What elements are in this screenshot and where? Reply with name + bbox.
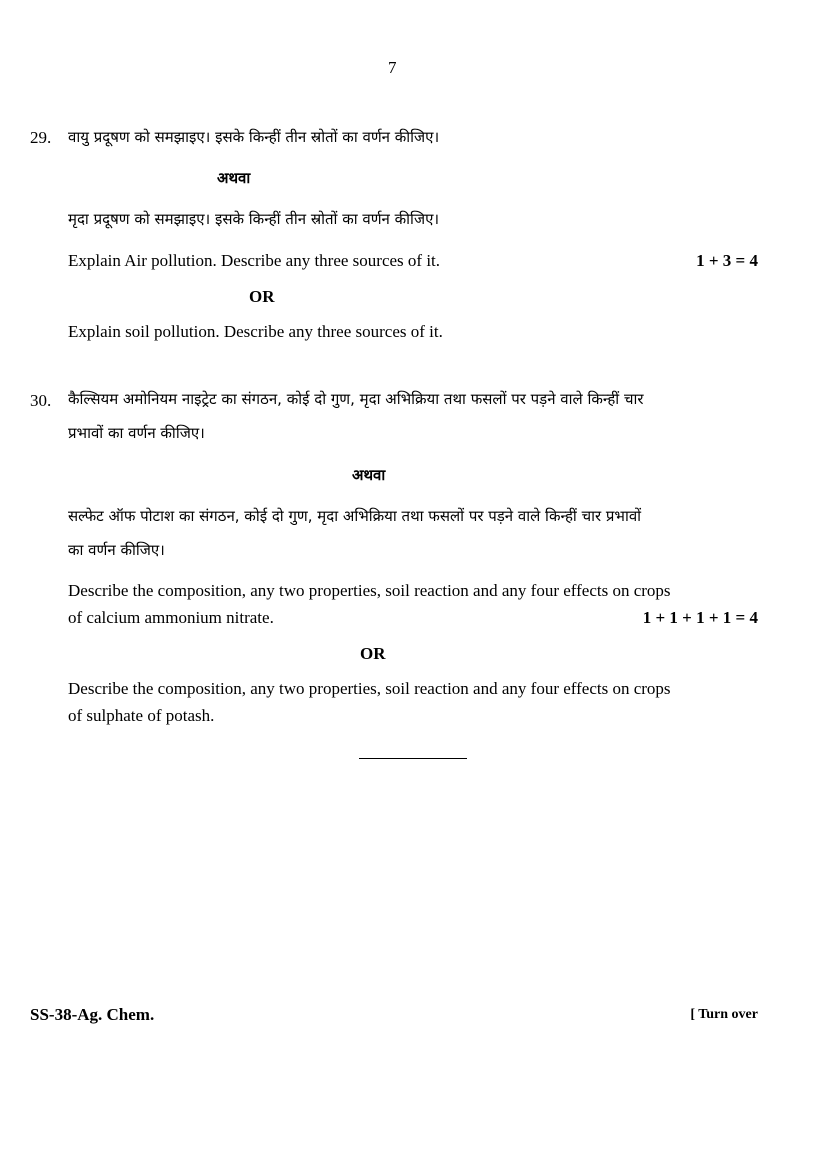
question-29-hindi-alt-text: मृदा प्रदूषण को समझाइए। इसके किन्हीं तीन स्रोतों का वर्णन कीजिए।: [68, 210, 440, 228]
turn-over-note: [ Turn over: [690, 1007, 758, 1022]
question-30-hindi-text-line2: प्रभावों का वर्णन कीजिए।: [68, 424, 205, 442]
question-30-english-text-line1: Describe the composition, any two properties, soil reaction and any four effects on crops: [68, 581, 671, 600]
question-30-hindi-or: अथवा: [352, 466, 386, 484]
question-29-number: 29.: [30, 128, 52, 147]
page-number: 7: [388, 58, 397, 77]
question-30-hindi-alt-text-line1: सल्फेट ऑफ पोटाश का संगठन, कोई दो गुण, मृदा अभिक्रिया तथा फसलों पर पड़ने वाले किन्हीं चार प्रभावों: [68, 507, 642, 525]
question-30-english-alt-text-line2: of sulphate of potash.: [68, 706, 215, 725]
end-divider: [359, 758, 467, 759]
question-29-hindi-text: वायु प्रदूषण को समझाइए। इसके किन्हीं तीन स्रोतों का वर्णन कीजिए।: [68, 128, 440, 146]
question-29-marks: 1 + 3 = 4: [696, 251, 758, 270]
paper-code: SS-38-Ag. Chem.: [30, 1005, 155, 1024]
question-30-english-text-line2: of calcium ammonium nitrate.: [68, 608, 274, 627]
question-30-english-alt-text-line1: Describe the composition, any two properties, soil reaction and any four effects on crops: [68, 679, 671, 698]
question-29-english-or: OR: [249, 287, 275, 306]
question-30-marks: 1 + 1 + 1 + 1 = 4: [642, 608, 758, 627]
question-29-english-text: Explain Air pollution. Describe any three sources of it.: [68, 251, 441, 270]
question-29-english-alt-text: Explain soil pollution. Describe any three sources of it.: [68, 322, 443, 341]
question-29-hindi-or: अथवा: [217, 169, 251, 187]
question-30-number: 30.: [30, 391, 52, 410]
question-30-hindi-text-line1: कैल्सियम अमोनियम नाइट्रेट का संगठन, कोई दो गुण, मृदा अभिक्रिया तथा फसलों पर पड़ने वाले किन्हीं चार: [68, 390, 644, 408]
question-30-hindi-alt-text-line2: का वर्णन कीजिए।: [68, 541, 165, 559]
question-30-english-or: OR: [360, 644, 386, 663]
